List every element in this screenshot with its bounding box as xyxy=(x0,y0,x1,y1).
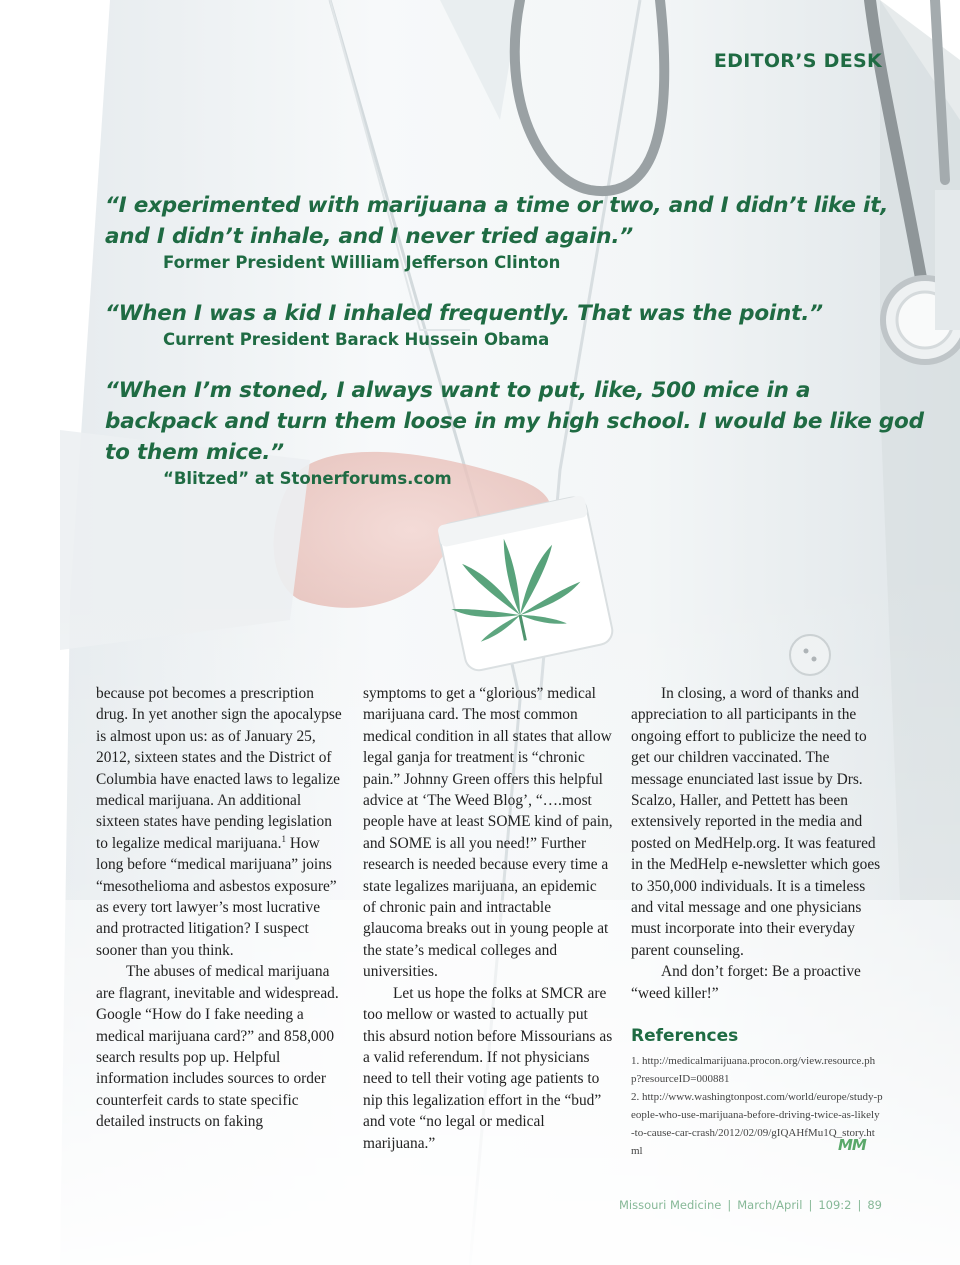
footnote-marker: 1 xyxy=(281,833,286,844)
paragraph: In closing, a word of thanks and appreciation to all participants in the ongoing effort to publicize the need to get our children vaccinated. The message enunciated last issue by Drs. Scalzo, Haller, and Pettett has been extensively reported in the media and posted on MedHelp.org. It was featured in the MedHelp e-newsletter which goes to 350,000 individuals. It is a timeless and vital message and one physicians must incorporate into their everyday parent counseling. xyxy=(631,685,881,959)
mm-logo: MM xyxy=(838,1136,866,1154)
quote-attribution: “Blitzed” at Stonerforums.com xyxy=(163,469,452,488)
quote-clinton xyxy=(105,190,925,274)
reference-item-1: 1. http://medicalmarijuana.procon.org/view.resource.php?resourceID=000881 xyxy=(631,1054,876,1085)
reference-item-2: 2. http://www.washingtonpost.com/world/europe/study-people-who-use-marijuana-before-driving-twice-as-likely-to-cause-car-crash/2012/02/09/gIQAHfMu1Q_story.html xyxy=(631,1090,883,1157)
page-number: 89 xyxy=(867,1198,882,1212)
page-footer: Missouri Medicine | March/April | 109:2 | 89 xyxy=(618,1198,882,1212)
paragraph: symptoms to get a “glorious” medical marijuana card. The most common medical condition in all states that allow legal ganja for treatment is “chronic pain.” Johnny Green offers this helpful advice at ‘The Weed Blog’, “….most people have at least SOME kind of pain, and SOME is all you need!” Further research is needed because every time a state legalizes marijuana, an epidemic of chronic pain and intractable glaucoma breaks out in young people at the state’s medical colleges and universities. xyxy=(363,685,613,981)
section-label: EDITOR’S DESK xyxy=(713,50,882,72)
quote-obama xyxy=(105,298,925,351)
quotes-block xyxy=(105,190,925,514)
quote-text: “When I’m stoned, I always want to put, like, 500 mice in a backpack and turn them loose in my high school. I would be like god to them mice.” xyxy=(105,378,924,465)
paragraph: The abuses of medical marijuana are flagrant, inevitable and widespread. Google “How do I fake needing a medical marijuana card?” and 858,000 search results pop up. Helpful information includes sources to order counterfeit cards to state specific detailed instructs on faking xyxy=(96,963,339,1131)
quote-attribution: Current President Barack Hussein Obama xyxy=(163,330,550,349)
quote-text: “I experimented with marijuana a time or two, and I didn’t like it, and I didn’t inhale, and I never tried again.” xyxy=(105,193,889,249)
paragraph: Let us hope the folks at SMCR are too mellow or wasted to actually put this absurd notion before Missourians as a valid referendum. If not physicians need to tell their voting age patients to nip this legalization effort in the “bud” and vote “no legal or medical marijuana.” xyxy=(363,984,613,1152)
article-column-3 xyxy=(631,683,883,1160)
paragraph: And don’t forget: Be a proactive “weed killer!” xyxy=(631,963,861,1002)
quote-attribution: Former President William Jefferson Clinton xyxy=(163,253,561,272)
journal-name: Missouri Medicine xyxy=(618,1198,722,1212)
issue-date: March/April xyxy=(737,1198,803,1212)
article-column-1 xyxy=(96,683,346,1133)
article-column-2 xyxy=(363,683,613,1154)
quote-blitzed xyxy=(105,375,925,490)
references-heading: References xyxy=(631,1026,739,1047)
volume-number: 109:2 xyxy=(818,1198,852,1212)
paragraph: because pot becomes a prescription drug. In yet another sign the apocalypse is almost upon us: as of January 25, 2012, sixteen states and the District of Columbia have enacted laws to legalize medical marijuana. An additional sixteen states have pending legislation to legalize medical marijuana.$^1$ How long before “medical marijuana” joins “mesothelioma and asbestos exposure” as every tort lawyer’s most lucrative and protracted litigation? I suspect sooner than you think. xyxy=(96,685,342,959)
quote-text: “When I was a kid I inhaled frequently. That was the point.” xyxy=(105,301,823,326)
